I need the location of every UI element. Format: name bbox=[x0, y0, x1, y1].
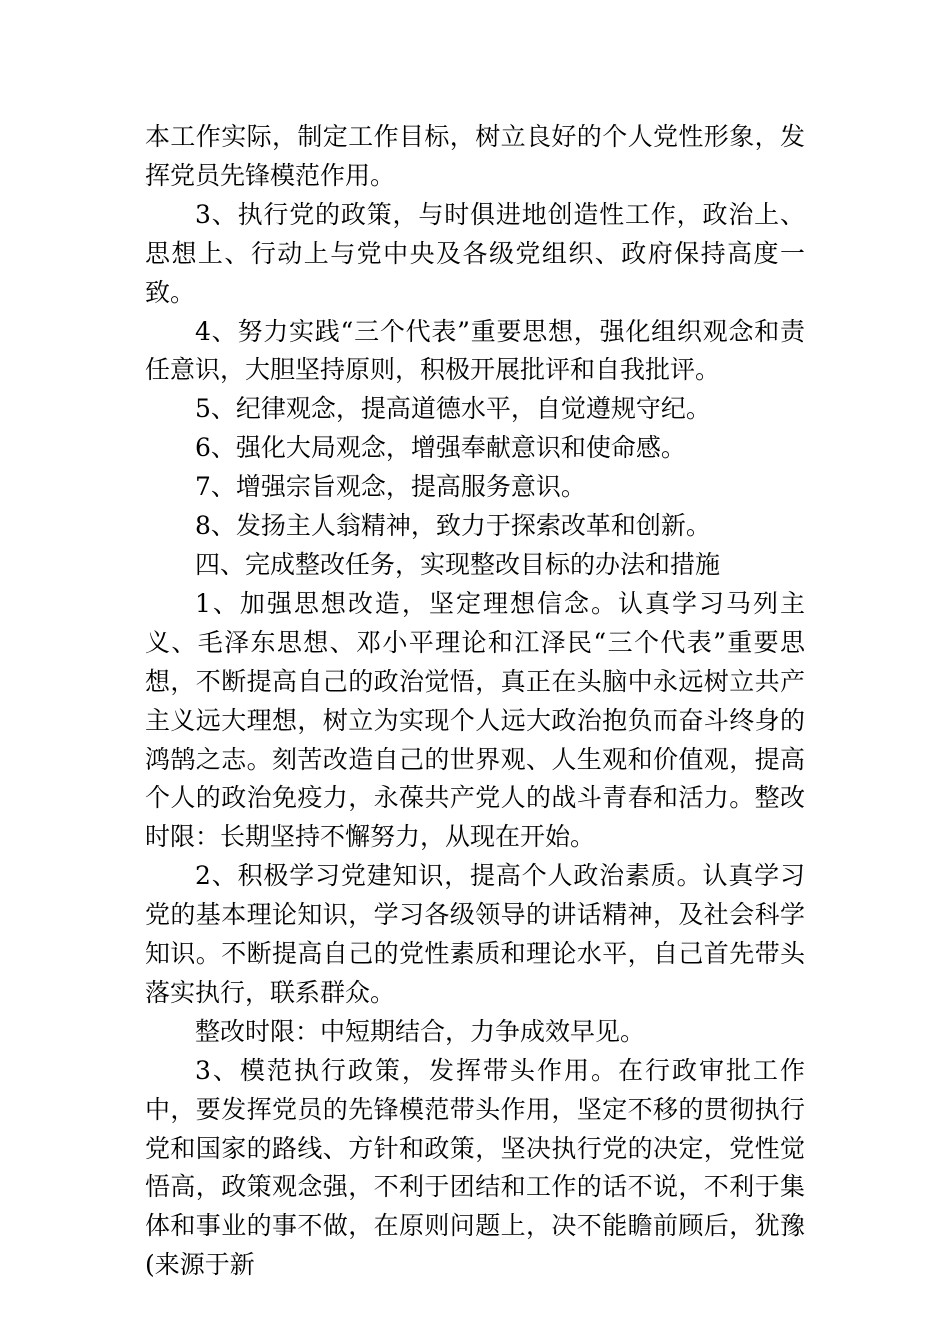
paragraph-6: 7、增强宗旨观念，提高服务意识。 bbox=[195, 472, 586, 502]
section-heading: 四、完成整改任务，实现整改目标的办法和措施 bbox=[195, 549, 721, 579]
paragraph-2: 3、执行党的政策，与时俱进地创造性工作，政治上、思想上、行动上与党中央及各级党组织、政府保持高度一致。 bbox=[145, 199, 805, 307]
document-body bbox=[145, 118, 805, 1285]
paragraph-3: 4、努力实践“三个代表”重要思想，强化组织观念和责任意识，大胆坚持原则，积极开展批评和自我批评。 bbox=[145, 316, 805, 385]
paragraph-7: 8、发扬主人翁精神，致力于探索改革和创新。 bbox=[195, 511, 711, 541]
paragraph-1: 本工作实际，制定工作目标，树立良好的个人党性形象，发挥党员先锋模范作用。 bbox=[145, 122, 805, 190]
paragraph-10: 2、积极学习党建知识，提高个人政治素质。认真学习党的基本理论知识，学习各级领导的讲话精神，及社会科学知识。不断提高自己的党性素质和理论水平，自己首先带头落实执行，联系群众。 bbox=[145, 861, 805, 1007]
paragraph-5: 6、强化大局观念，增强奉献意识和使命感。 bbox=[195, 433, 686, 463]
paragraph-9: 1、加强思想改造，坚定理想信念。认真学习马列主义、毛泽东思想、邓小平理论和江泽民“三个代表”重要思想，不断提高自己的政治觉悟，真正在头脑中永远树立共产主义远大理想，树立为实现个人远大政治抱负而奋斗终身的鸿鹄之志。刻苦改造自己的世界观、人生观和价值观，提高个人的政治免疫力，永葆共产党人的战斗青春和活力。整改时限：长期坚持不懈努力，从现在开始。 bbox=[145, 588, 805, 852]
paragraph-11: 整改时限：中短期结合，力争成效早见。 bbox=[195, 1016, 646, 1046]
paragraph-4: 5、纪律观念，提高道德水平，自觉遵规守纪。 bbox=[195, 394, 711, 424]
paragraph-12: 3、模范执行政策，发挥带头作用。在行政审批工作中，要发挥党员的先锋模范带头作用，坚定不移的贯彻执行党和国家的路线、方针和政策，坚决执行党的决定，党性觉悟高，政策观念强，不利于团结和工作的话不说，不利于集体和事业的事不做，在原则问题上，决不能瞻前顾后，犹豫(来源于新 bbox=[145, 1055, 805, 1280]
